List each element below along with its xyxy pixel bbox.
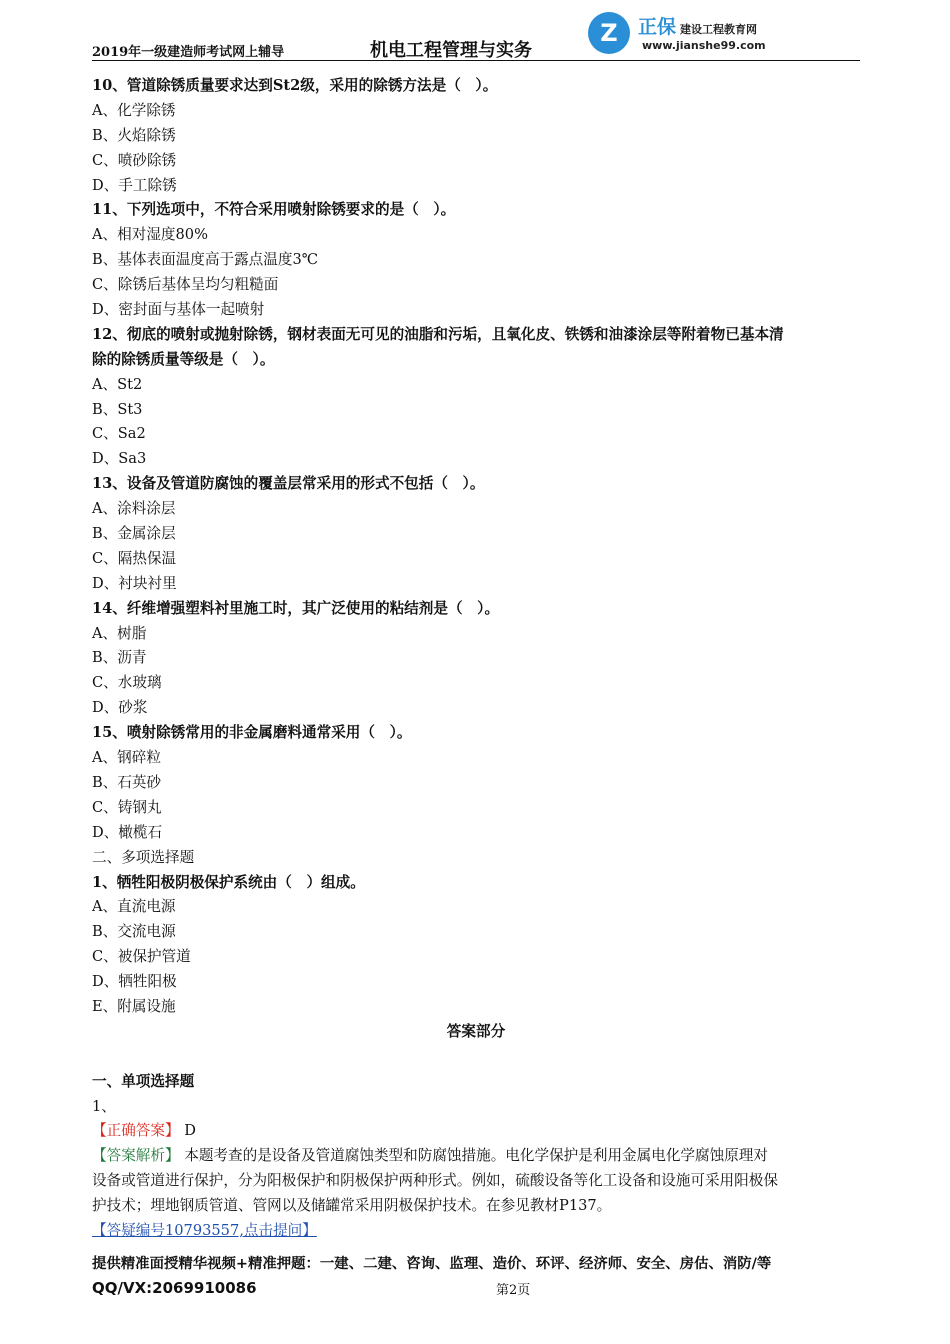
correct-answer-label: 【正确答案】 — [92, 1122, 180, 1140]
footer-promo-text: 提供精准面授精华视频+精准押题：一建、二建、咨询、监理、造价、环评、经济师、安全、房估、消防/等 — [92, 1256, 772, 1272]
footer-contact: QQ/VX:2069910086 — [92, 1279, 257, 1297]
document-body — [92, 74, 860, 1244]
question-12-option-c: C、Sa2 — [92, 425, 146, 443]
analysis-label: 【答案解析】 — [92, 1147, 180, 1165]
question-15-option-c: C、铸钢丸 — [92, 798, 162, 816]
logo-brand: 正保 — [638, 16, 677, 38]
question-13-option-c: C、隔热保温 — [92, 549, 177, 567]
question-11-option-a: A、相对湿度80% — [92, 226, 208, 244]
question-13-option-d: D、衬块衬里 — [92, 574, 177, 592]
multi-question-1-option-e: E、附属设施 — [92, 997, 176, 1015]
question-14-stem: 14、纤维增强塑料衬里施工时，其广泛使用的粘结剂是（ ）。 — [92, 599, 500, 617]
question-link-line — [92, 1219, 860, 1244]
section-heading-multiple-choice: 二、多项选择题 — [92, 848, 195, 866]
question-10-option-b: B、火焰除锈 — [92, 126, 176, 144]
question-11-option-c: C、除锈后基体呈均匀粗糙面 — [92, 276, 279, 294]
question-15-option-a: A、钢碎粒 — [92, 749, 161, 767]
page-header — [92, 10, 860, 61]
question-12-stem-line-1: 12、彻底的喷射或抛射除锈，钢材表面无可见的油脂和污垢，且氧化皮、铁锈和油漆涂层等附着物已基本清 — [92, 325, 784, 343]
question-10-option-c: C、喷砂除锈 — [92, 151, 177, 169]
spacer — [92, 1045, 860, 1070]
logo-name — [638, 12, 757, 39]
question-12-option-b: B、St3 — [92, 400, 143, 418]
question-10-option-d: D、手工除锈 — [92, 176, 177, 194]
logo-subtitle: 建设工程教育网 — [680, 23, 758, 36]
multi-question-1-stem: 1、牺牲阳极阴极保护系统由（ ）组成。 — [92, 873, 365, 891]
analysis-line-3: 护技术；埋地钢质管道、管网以及储罐常采用阴极保护技术。在参见教材P137。 — [92, 1197, 612, 1215]
ask-question-link[interactable]: 【答疑编号10793557,点击提问】 — [92, 1221, 317, 1239]
question-14-option-a: A、树脂 — [92, 624, 147, 642]
site-logo[interactable] — [588, 10, 860, 58]
correct-answer-value: D — [184, 1122, 196, 1140]
question-13-stem: 13、设备及管道防腐蚀的覆盖层常采用的形式不包括（ ）。 — [92, 475, 485, 493]
header-course-title: 2019年一级建造师考试网上辅导 — [92, 45, 285, 60]
question-10-option-a: A、化学除锈 — [92, 101, 176, 119]
question-14-option-c: C、水玻璃 — [92, 674, 162, 692]
answers-title: 答案部分 — [446, 1022, 506, 1040]
question-12-option-d: D、Sa3 — [92, 450, 147, 468]
question-11-option-d: D、密封面与基体一起喷射 — [92, 301, 265, 319]
answers-section-single-choice: 一、单项选择题 — [92, 1072, 195, 1090]
question-11-option-b: B、基体表面温度高于露点温度3℃ — [92, 251, 319, 269]
page-number: 第2页 — [496, 1283, 531, 1298]
header-subject-title: 机电工程管理与实务 — [370, 40, 532, 61]
multi-question-1-option-b: B、交流电源 — [92, 923, 176, 941]
logo-url: www.jianshe99.com — [642, 39, 766, 52]
answer-item-number: 1、 — [92, 1097, 116, 1115]
question-10-stem: 10、管道除锈质量要求达到St2级，采用的除锈方法是（ ）。 — [92, 77, 498, 94]
question-14-option-d: D、砂浆 — [92, 699, 148, 717]
question-14-option-b: B、沥青 — [92, 649, 147, 667]
question-15-stem: 15、喷射除锈常用的非金属磨料通常采用（ ）。 — [92, 724, 412, 742]
question-12-stem-line-2: 除的除锈质量等级是（ ）。 — [92, 350, 275, 368]
analysis-line-1 — [92, 1144, 860, 1169]
page-footer — [92, 1252, 860, 1300]
analysis-line-2: 设备或管道进行保护，分为阳极保护和阴极保护两种形式。例如，硫酸设备等化工设备和设施可采用阳极保 — [92, 1172, 778, 1190]
question-15-option-d: D、橄榄石 — [92, 823, 163, 841]
question-15-option-b: B、石英砂 — [92, 773, 162, 791]
multi-question-1-option-a: A、直流电源 — [92, 898, 176, 916]
question-11-stem: 11、下列选项中，不符合采用喷射除锈要求的是（ ）。 — [92, 201, 456, 219]
question-13-option-a: A、涂料涂层 — [92, 500, 176, 518]
analysis-text-1: 本题考查的是设备及管道腐蚀类型和防腐蚀措施。电化学保护是利用金属电化学腐蚀原理对 — [184, 1147, 768, 1165]
multi-question-1-option-d: D、牺牲阳极 — [92, 973, 177, 991]
question-12-option-a: A、St2 — [92, 375, 143, 393]
correct-answer-line — [92, 1119, 860, 1144]
question-13-option-b: B、金属涂层 — [92, 525, 176, 543]
logo-mark-icon: Z — [588, 12, 630, 54]
multi-question-1-option-c: C、被保护管道 — [92, 948, 191, 966]
